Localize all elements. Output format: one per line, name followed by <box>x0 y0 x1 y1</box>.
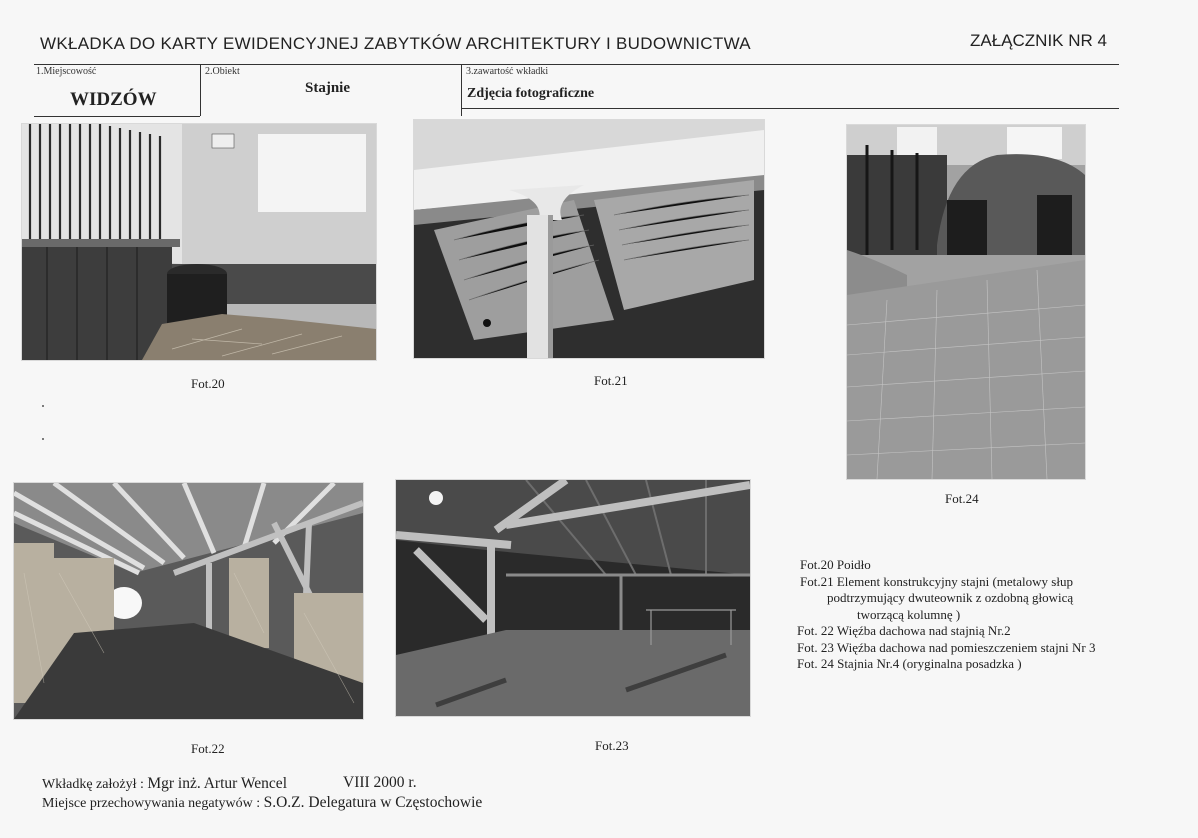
legend-line-fot22: Fot. 22 Więźba dachowa nad stajnią Nr.2 <box>797 623 1011 638</box>
field-divider-1 <box>200 64 201 116</box>
object-value: Stajnie <box>305 80 350 96</box>
field-rule-left <box>34 116 200 117</box>
photo-fot23-image <box>396 480 750 716</box>
photo-legend <box>797 557 1096 673</box>
header-rule-top <box>34 64 1119 65</box>
legend-line-fot21-cont1: podtrzymujący dwuteownik z ozdobną głowicą <box>827 590 1074 605</box>
footer-negatives-line <box>42 794 482 812</box>
content-label: 3.zawartość wkładki <box>466 66 549 77</box>
locality-value: WIDZÓW <box>70 89 157 110</box>
footer-date <box>343 774 417 792</box>
legend-line-fot20: Fot.20 Poidło <box>800 557 871 572</box>
author-name: Mgr inż. Artur Wencel <box>147 775 287 792</box>
field-rule-right <box>461 108 1119 109</box>
negatives-label: Miejsce przechowywania negatywów : <box>42 796 264 811</box>
caption-fot20: Fot.20 <box>191 376 225 391</box>
object-label: 2.Obiekt <box>205 66 240 77</box>
locality-label: 1.Miejscowość <box>36 66 97 77</box>
legend-line-fot21: Fot.21 Element konstrukcyjny stajni (metalowy słup <box>800 573 1073 589</box>
photo-fot22-image <box>14 483 363 719</box>
content-value: Zdjęcia fotograficzne <box>467 86 595 101</box>
caption-fot21: Fot.21 <box>594 373 628 388</box>
photo-fot24 <box>846 124 1086 480</box>
caption-fot24: Fot.24 <box>945 491 979 506</box>
photo-fot22 <box>13 482 364 720</box>
document-title: WKŁADKA DO KARTY EWIDENCYJNEJ ZABYTKÓW ARCHITEKTURY I BUDOWNICTWA <box>40 34 751 53</box>
legend-line-fot21-cont2: tworzącą kolumnę ) <box>857 606 961 622</box>
caption-fot22: Fot.22 <box>191 741 225 756</box>
photo-fot20 <box>21 123 377 361</box>
stray-mark-1 <box>42 405 44 407</box>
caption-fot23: Fot.23 <box>595 738 629 753</box>
photo-fot23 <box>395 479 751 717</box>
annex-number: ZAŁĄCZNIK NR 4 <box>970 31 1107 50</box>
legend-line-fot23: Fot. 23 Więźba dachowa nad pomieszczeniem stajni Nr 3 <box>797 639 1096 655</box>
stray-mark-2 <box>42 438 44 440</box>
author-label: Wkładkę założył : <box>42 777 148 792</box>
legend-line-fot24: Fot. 24 Stajnia Nr.4 (oryginalna posadzka ) <box>797 656 1022 671</box>
photo-fot20-image <box>22 124 376 360</box>
footer-author-line <box>42 775 287 793</box>
photo-fot21 <box>413 119 765 359</box>
date-value: VIII 2000 r. <box>343 774 417 791</box>
photo-fot21-image <box>414 120 764 358</box>
photo-fot24-image <box>847 125 1085 479</box>
negatives-place: S.O.Z. Delegatura w Częstochowie <box>263 794 483 811</box>
